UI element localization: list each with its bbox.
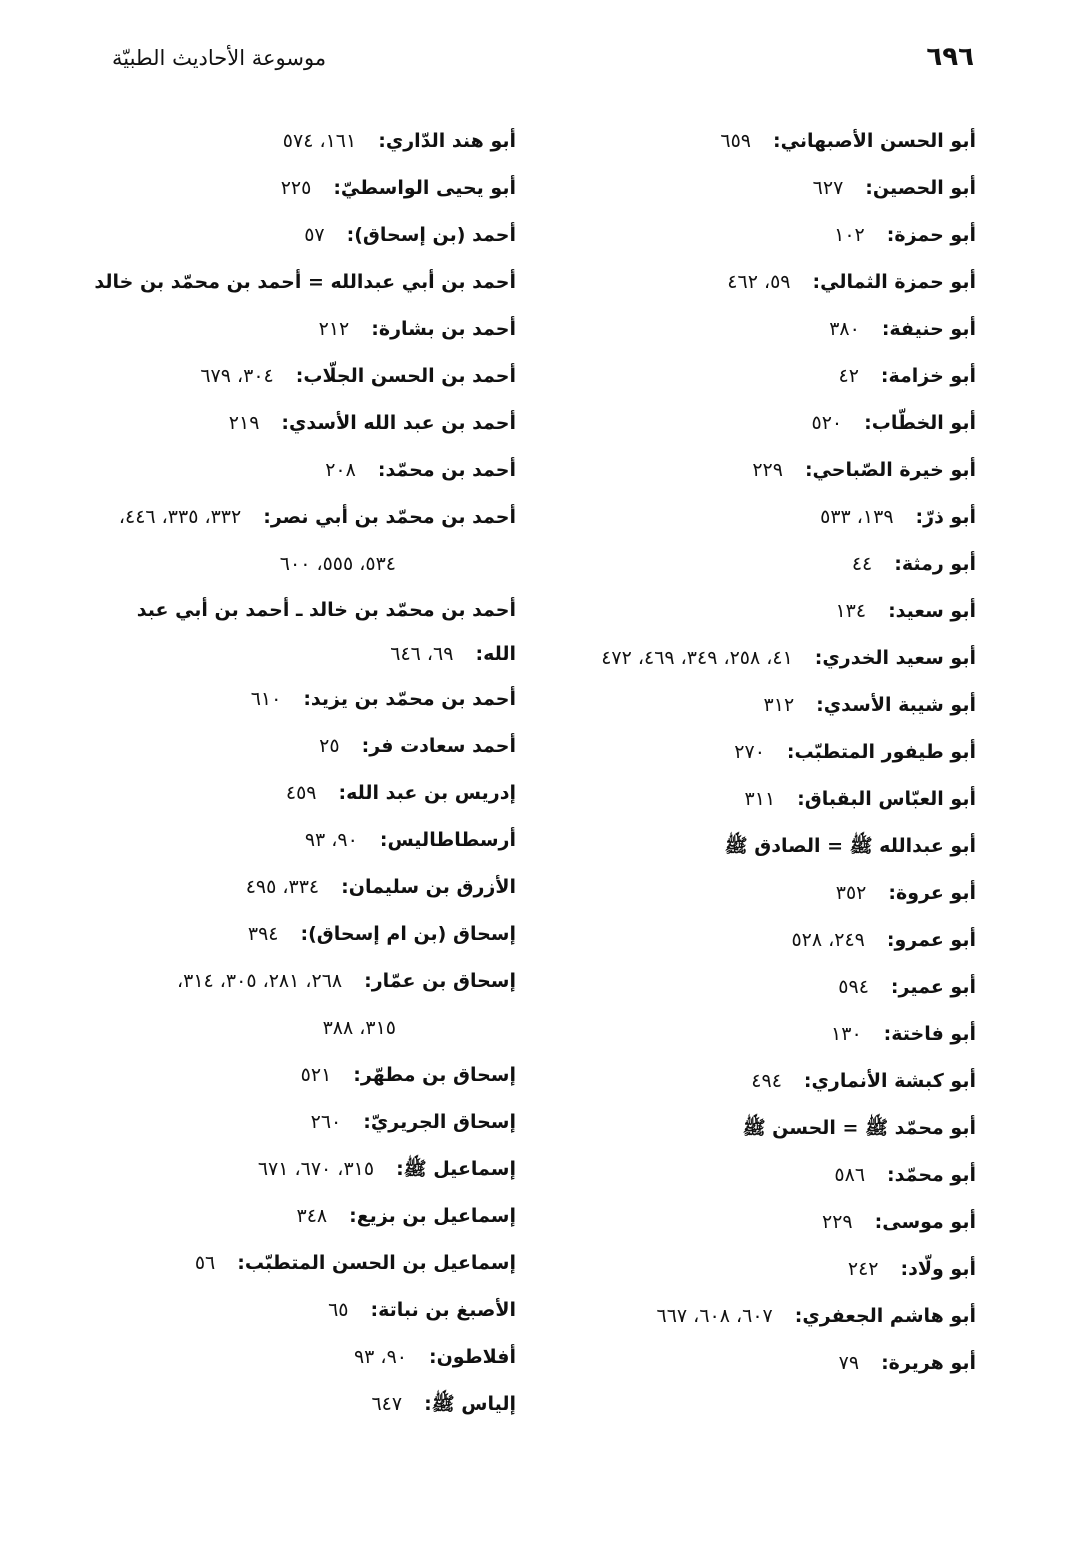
entry-name: أبو موسى: (874, 1211, 976, 1233)
entry-name: أبو هند الدّاري: (378, 130, 516, 152)
entry-name: أبو عمرو: (886, 929, 976, 951)
entry-name: أبو عمير: (890, 976, 976, 998)
entry-pages: ٥٨٦ (834, 1164, 866, 1186)
index-entry (46, 1052, 516, 1099)
index-entry (506, 306, 976, 353)
index-entry (506, 729, 976, 776)
entry-pages: ٢٤٩، ٥٢٨ (791, 929, 865, 951)
entry-name: أبو محمّد ﷺ = الحسن ﷺ (742, 1117, 976, 1139)
entry-pages: ٢٥ (319, 735, 340, 757)
entry-pages: ٣٩٤ (247, 923, 279, 945)
entry-pages: ٣١١ (744, 788, 776, 810)
entry-pages: ٦١٠ (250, 688, 282, 710)
index-column-left (46, 118, 516, 1428)
index-entry (46, 1193, 516, 1240)
entry-name: أفلاطون: (428, 1346, 516, 1368)
entry-name: أحمد بن محمّد: (377, 459, 516, 481)
index-column-right (506, 118, 976, 1387)
entry-name: إسماعيل ﷺ: (396, 1158, 516, 1180)
entry-name: أبو خزامة: (880, 365, 976, 387)
entry-name: أبو عبدالله ﷺ = الصادق ﷺ (724, 835, 976, 857)
entry-pages: ٥٢٠ (811, 412, 843, 434)
entry-name: أبو محمّد: (887, 1164, 976, 1186)
entry-pages: ٥٢١ (300, 1064, 332, 1086)
entry-pages: ٤٢ (838, 365, 859, 387)
index-entry (506, 776, 976, 823)
entry-pages: ١٣٩، ٥٣٣ (820, 506, 894, 528)
entry-pages: ٣٤٨ (296, 1205, 328, 1227)
index-entry (506, 353, 976, 400)
index-entry (506, 1152, 976, 1199)
entry-name: أبو ولّاد: (900, 1258, 976, 1280)
entry-pages: ٤٩٤ (751, 1070, 782, 1092)
entry-name: أحمد بن محمّد بن خالد ـ أحمد بن أبي عبد الله: (136, 599, 516, 665)
entry-pages: ١٣٤ (835, 600, 867, 622)
index-entry (46, 1287, 516, 1334)
entry-name: أبو يحيى الواسطيّ: (333, 177, 516, 199)
entry-name: إسحاق (بن ام إسحاق): (300, 923, 516, 945)
entry-pages: ٣١٥، ٦٧٠، ٦٧١ (257, 1158, 375, 1180)
index-entry (506, 1058, 976, 1105)
entry-pages: ٢٢٥ (280, 177, 312, 199)
index-entry (46, 817, 516, 864)
entry-pages: ٣٣٤، ٤٩٥ (245, 876, 320, 898)
index-entry (46, 723, 516, 770)
entry-name: إسحاق بن مطهّر: (353, 1064, 516, 1086)
entry-name: إلياس ﷺ: (424, 1393, 516, 1415)
entry-name: أبو حنيفة: (881, 318, 976, 340)
entry-name: إسماعيل بن الحسن المتطبّب: (237, 1252, 516, 1274)
entry-name: أحمد بن محمّد بن أبي نصر: (263, 506, 516, 528)
index-entry (506, 1199, 976, 1246)
index-entry (506, 118, 976, 165)
index-entry (46, 212, 516, 259)
entry-pages: ٦٥ (328, 1299, 349, 1321)
index-entry (46, 1334, 516, 1381)
index-entry (506, 870, 976, 917)
index-entry (46, 588, 516, 676)
entry-name: أبو العبّاس البقباق: (797, 788, 976, 810)
entry-pages: ٣٥٢ (835, 882, 867, 904)
index-entry (506, 964, 976, 1011)
entry-pages: ٦٩، ٦٤٦ (390, 643, 454, 665)
index-entry (506, 1340, 976, 1387)
entry-pages: ٧٩ (838, 1352, 860, 1374)
entry-pages: ٦٢٧ (812, 177, 844, 199)
index-entry (506, 1011, 976, 1058)
entry-name: أبو هريرة: (881, 1352, 976, 1374)
index-entry (506, 917, 976, 964)
entry-pages: ٦٥٩ (720, 130, 752, 152)
entry-pages-continued: ٣١٥، ٣٨٨ (322, 1017, 396, 1039)
entry-pages: ٢٤٢ (847, 1258, 879, 1280)
entry-pages: ٢٢٩ (752, 459, 783, 481)
index-entry (506, 400, 976, 447)
entry-name: إسماعيل بن بزيع: (349, 1205, 516, 1227)
entry-name: أبو طيفور المتطبّب: (786, 741, 976, 763)
entry-pages: ٤١، ٢٥٨، ٣٤٩، ٤٦٩، ٤٧٢ (601, 647, 793, 669)
index-entry (46, 911, 516, 958)
entry-name: أبو حمزة الثمالي: (812, 271, 976, 293)
entry-name: أبو شيبة الأسدي: (816, 694, 976, 716)
entry-name: أحمد سعادت فر: (361, 735, 516, 757)
index-entry (506, 823, 976, 870)
entry-pages: ٢٦٠ (310, 1111, 342, 1133)
index-entry (46, 1099, 516, 1146)
entry-name: أرسطاطاليس: (379, 829, 516, 851)
entry-name: أبو هاشم الجعفري: (794, 1305, 976, 1327)
entry-pages: ١٣٠ (831, 1023, 862, 1045)
index-entry (506, 447, 976, 494)
index-entry (506, 1246, 976, 1293)
entry-name: أحمد (بن إسحاق): (346, 224, 516, 246)
entry-name: أحمد بن أبي عبدالله = أحمد بن محمّد بن خالد (94, 271, 516, 293)
index-entry (506, 212, 976, 259)
entry-pages: ٩٠، ٩٣ (304, 829, 358, 851)
entry-name: أبو سعيد الخدري: (814, 647, 976, 669)
entry-name: إسحاق الجريريّ: (363, 1111, 516, 1133)
entry-name: أبو سعيد: (888, 600, 976, 622)
index-entry (46, 864, 516, 911)
index-entry (46, 494, 516, 588)
index-entry (506, 259, 976, 306)
index-entry (506, 588, 976, 635)
index-entry (46, 958, 516, 1052)
entry-name: الأزرق بن سليمان: (341, 876, 516, 898)
index-entry (506, 1293, 976, 1340)
entry-pages: ٤٥٩ (285, 782, 317, 804)
index-entry (46, 447, 516, 494)
entry-name: أحمد بن محمّد بن يزيد: (303, 688, 516, 710)
page-header (0, 42, 1084, 82)
entry-pages: ٢٧٠ (734, 741, 765, 763)
index-entry (506, 541, 976, 588)
entry-name: أبو الحصين: (865, 177, 976, 199)
index-entry (46, 259, 516, 306)
entry-pages: ٥٦ (194, 1252, 216, 1274)
entry-name: أحمد بن عبد الله الأسدي: (281, 412, 516, 434)
entry-pages: ٣١٢ (763, 694, 795, 716)
index-entry (506, 682, 976, 729)
index-entry (46, 676, 516, 723)
entry-pages: ٢٦٨، ٢٨١، ٣٠٥، ٣١٤، (176, 970, 343, 992)
entry-name: أبو الحسن الأصبهاني: (773, 130, 976, 152)
entry-name: أبو فاختة: (883, 1023, 976, 1045)
entry-name: أبو عروة: (888, 882, 976, 904)
entry-pages: ٤٤ (851, 553, 873, 575)
entry-name: أبو كبشة الأنماري: (803, 1070, 976, 1092)
index-entry (46, 400, 516, 447)
entry-name: أحمد بن بشارة: (371, 318, 516, 340)
index-entry (46, 1240, 516, 1287)
entry-pages: ٢٢٩ (822, 1211, 853, 1233)
entry-pages: ٢٠٨ (325, 459, 356, 481)
entry-pages: ٥٩٤ (838, 976, 869, 998)
index-entry (506, 494, 976, 541)
entry-pages: ١٦١، ٥٧٤ (282, 130, 357, 152)
entry-pages: ٣٨٠ (829, 318, 860, 340)
entry-pages: ٦٠٧، ٦٠٨، ٦٦٧ (656, 1305, 773, 1327)
entry-pages-continued: ٥٣٤، ٥٥٥، ٦٠٠ (279, 553, 396, 575)
entry-name: أبو رمثة: (894, 553, 976, 575)
index-entry (46, 353, 516, 400)
entry-pages: ٥٩، ٤٦٢ (727, 271, 791, 293)
entry-pages: ١٠٢ (834, 224, 865, 246)
entry-pages: ٢١٢ (318, 318, 350, 340)
entry-pages: ٦٤٧ (371, 1393, 403, 1415)
book-title: موسوعة الأحاديث الطبيّة (112, 46, 327, 70)
entry-name: إدريس بن عبد الله: (338, 782, 516, 804)
entry-pages: ٩٠، ٩٣ (353, 1346, 407, 1368)
index-entry (506, 165, 976, 212)
entry-pages: ٢١٩ (228, 412, 260, 434)
entry-pages: ٣٣٢، ٣٣٥، ٤٤٦، (118, 506, 242, 528)
entry-name: إسحاق بن عمّار: (364, 970, 516, 992)
index-entry (46, 1146, 516, 1193)
index-entry (506, 635, 976, 682)
entry-pages: ٥٧ (304, 224, 325, 246)
index-entry (46, 306, 516, 353)
entry-name: الأصبغ بن نباتة: (370, 1299, 516, 1321)
entry-name: أبو حمزة: (886, 224, 976, 246)
index-entry (46, 165, 516, 212)
entry-name: أبو ذرّ: (915, 506, 976, 528)
page-number: ٦٩٦ (926, 42, 974, 72)
entry-name: أبو خيرة الصّباحي: (804, 459, 976, 481)
entry-name: أحمد بن الحسن الجلّاب: (295, 365, 516, 387)
entry-name: أبو الخطّاب: (864, 412, 976, 434)
index-entry (46, 118, 516, 165)
index-entry (46, 1381, 516, 1428)
entry-pages: ٣٠٤، ٦٧٩ (200, 365, 274, 387)
index-entry (46, 770, 516, 817)
index-entry (506, 1105, 976, 1152)
